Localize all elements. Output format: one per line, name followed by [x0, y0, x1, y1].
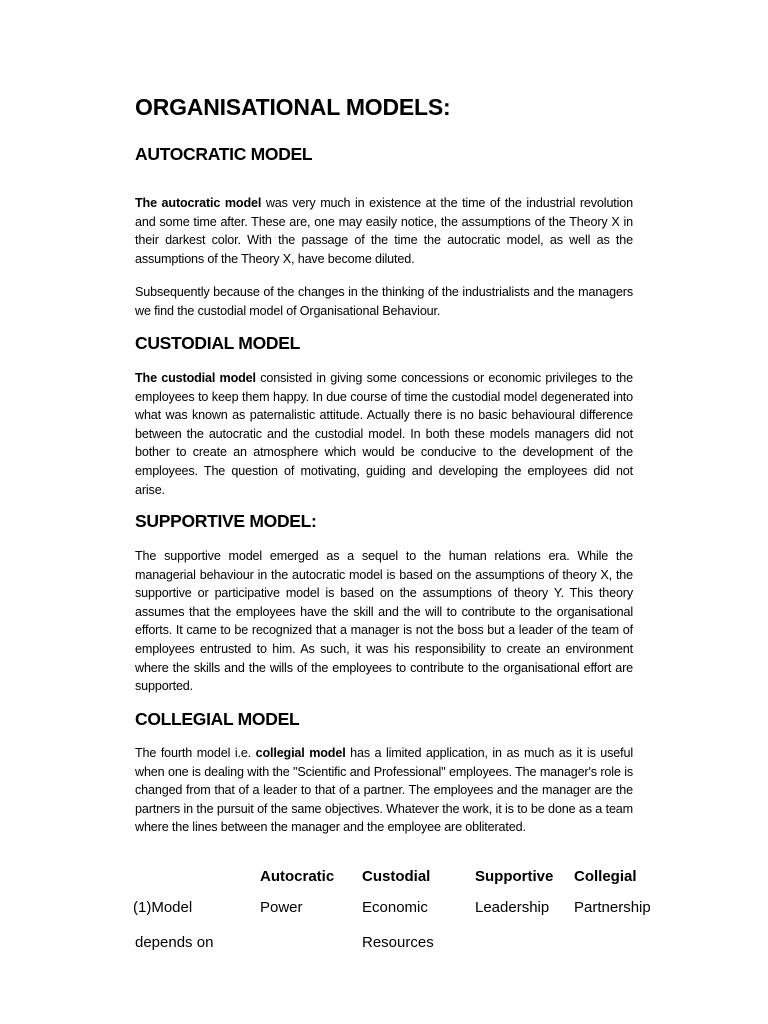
paragraph-custodial — [135, 369, 633, 499]
paragraph-text: was very much in existence at the time of the industrial revolution and some time after. These are, one may easily notice, the assumptions of the Theory X in their darkest color. With the passage of the time the autocratic model, as well as the assumptions of the Theory X, have become diluted. — [135, 196, 633, 266]
bold-lead-text: The custodial model — [135, 371, 256, 385]
bold-lead-text: collegial model — [255, 746, 346, 760]
heading-custodial-model: CUSTODIAL MODEL — [135, 333, 300, 353]
paragraph-collegial — [135, 744, 633, 837]
table-header-autocratic: Autocratic — [260, 868, 335, 885]
paragraph-text: Subsequently because of the changes in the thinking of the industrialists and the managers we find the custodial model of Organisational Behaviour. — [135, 285, 633, 318]
table-cell-custodial: Economic — [362, 899, 428, 916]
paragraph-autocratic-1 — [135, 194, 633, 268]
heading-supportive-model: SUPPORTIVE MODEL: — [135, 511, 317, 531]
paragraph-text: consisted in giving some concessions or economic privileges to the employees to keep them happy. In due course of time the custodial model degenerated into what was known as paternalistic attitude. Actually there is no basic behavioural difference between the autocratic and the custodial model. In both these models managers did not bother to create an atmosphere which would be conducive to the development of the employees. The question of motivating, guiding and developing the employees did not arise. — [135, 371, 633, 497]
paragraph-text: has a limited application, in as much as it is useful when one is dealing with the "Scientific and Professional" employees. The manager's role is changed from that of a leader to that of a partner. The employees and the manager are the partners in the pursuit of the same objectives. Whatever the work, it is to be done as a team where the lines between the manager and the employee are obliterated. — [135, 746, 633, 835]
paragraph-supportive — [135, 547, 633, 696]
table-cell-supportive: Leadership — [475, 899, 550, 916]
document-title: ORGANISATIONAL MODELS: — [135, 94, 451, 120]
table-header-supportive: Supportive — [475, 868, 554, 885]
heading-collegial-model: COLLEGIAL MODEL — [135, 709, 300, 729]
paragraph-autocratic-2 — [135, 283, 633, 320]
table-row-label-continued: depends on — [135, 934, 214, 951]
table-cell-custodial-continued: Resources — [362, 934, 434, 951]
heading-autocratic-model: AUTOCRATIC MODEL — [135, 144, 313, 164]
table-row-label: (1)Model — [133, 899, 193, 916]
table-header-collegial: Collegial — [574, 868, 637, 885]
table-cell-autocratic: Power — [260, 899, 303, 916]
table-header-custodial: Custodial — [362, 868, 431, 885]
paragraph-text: The fourth model i.e. — [135, 746, 256, 760]
table-cell-collegial: Partnership — [574, 899, 651, 916]
bold-lead-text: The autocratic model — [135, 196, 262, 210]
paragraph-text: The supportive model emerged as a sequel to the human relations era. While the managerial behaviour in the autocratic model is based on the assumptions of theory X, the supportive or participative model is based on the assumptions of theory Y. This theory assumes that the employees have the skill and the will to contribute to the organisational efforts. It came to be recognized that a manager is not the boss but a leader of the team of employees entrusted to him. As such, it was his responsibility to create an environment where the skills and the wills of the employees to contribute to the organisational effort are supported. — [135, 549, 633, 694]
